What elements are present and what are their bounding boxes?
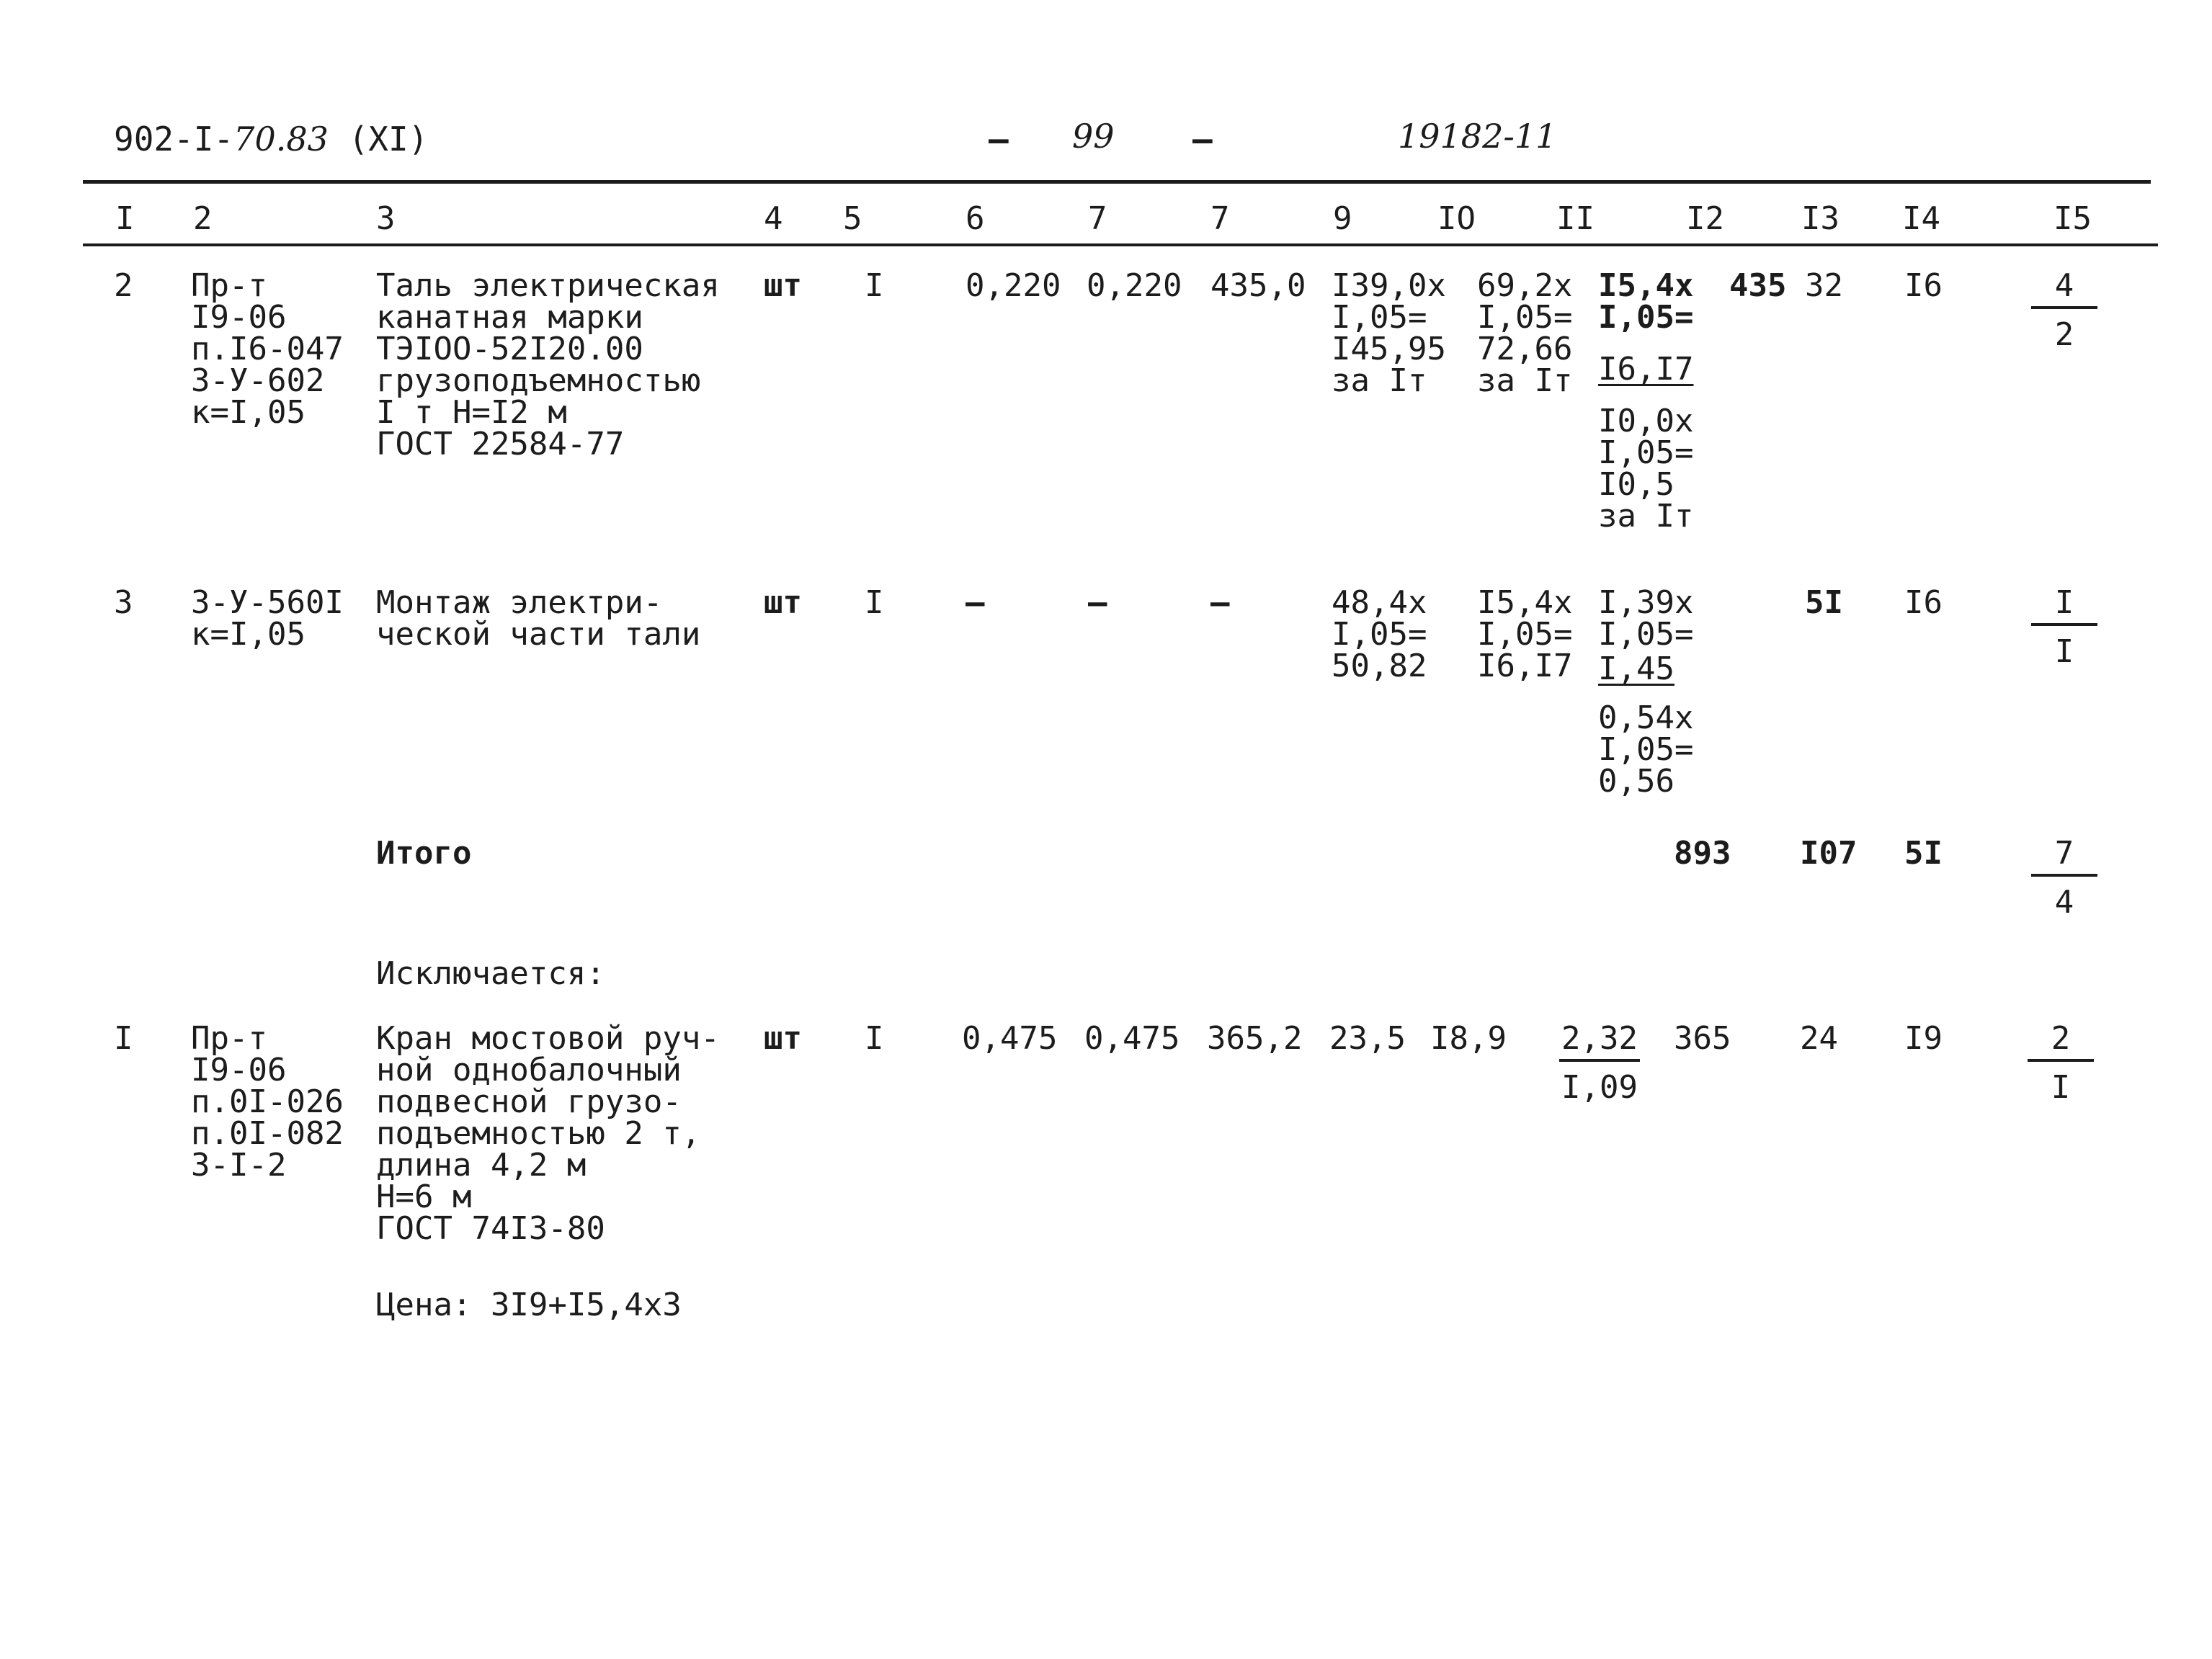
- row2-col15-fraction: [2028, 267, 2100, 353]
- total-col13: I07: [1800, 835, 1858, 872]
- row2-col14: I6: [1904, 267, 1943, 304]
- designation-suffix: (XI): [348, 120, 429, 158]
- row3-col11-bottom: 0,54х I,05= 0,56: [1598, 699, 1694, 800]
- col-header-7a: 7: [1088, 200, 1107, 237]
- header-dash-left: –: [989, 120, 1009, 158]
- row1-quantity: I: [865, 1020, 884, 1057]
- row1-col11-denominator: I,09: [1561, 1069, 1638, 1106]
- col-header-15: I5: [2053, 200, 2092, 237]
- row1-description: Кран мостовой руч- ной однобалочный подвесной грузо- подъемностью 2 т, длина 4,2 м Н=6 м ГОСТ 74I3-80: [376, 1020, 720, 1247]
- col-header-6: 6: [965, 200, 985, 237]
- designation-code: [114, 122, 428, 156]
- col-header-12: I2: [1686, 200, 1724, 237]
- row2-unit: шт: [764, 267, 802, 304]
- row3-col13: 5I: [1805, 584, 1843, 621]
- row2-col15-numerator: 4: [2054, 267, 2074, 304]
- row2-description: Таль электрическая канатная марки ТЭIОО-52I20.00 грузоподъемностью I т Н=I2 м ГОСТ 22584-77: [376, 267, 720, 462]
- document-number: 19182-11: [1398, 117, 1557, 156]
- row1-col15-bar: [2028, 1059, 2094, 1062]
- col-header-11: II: [1556, 200, 1595, 237]
- col-header-9: 9: [1333, 200, 1352, 237]
- row3-col11-underlined: I,45: [1598, 650, 1674, 687]
- header-bottom-rule: [83, 243, 2158, 246]
- row1-col10: I8,9: [1430, 1020, 1507, 1057]
- total-col15-fraction: [2028, 835, 2100, 921]
- col-header-3: 3: [376, 200, 396, 237]
- row1-number: I: [114, 1020, 133, 1057]
- col-header-2: 2: [193, 200, 213, 237]
- row3-col15-denominator: I: [2054, 633, 2074, 670]
- excluded-heading: Исключается:: [376, 955, 605, 992]
- total-col15-denominator: 4: [2054, 884, 2074, 921]
- col-header-7b: 7: [1210, 200, 1230, 237]
- total-col15-numerator: 7: [2054, 835, 2074, 872]
- row1-col14: I9: [1904, 1020, 1943, 1057]
- designation-printed: 902-I-: [114, 120, 234, 158]
- row2-col15-bar: [2031, 306, 2097, 309]
- row3-number: 3: [114, 584, 133, 621]
- row2-col11-underlined: I6,I7: [1598, 351, 1694, 388]
- row1-col7b: 365,2: [1207, 1020, 1303, 1057]
- row1-col9: 23,5: [1329, 1020, 1406, 1057]
- row2-col11-bottom: I0,0х I,05= I0,5 за Iт: [1598, 403, 1694, 535]
- row1-col7a: 0,475: [1084, 1020, 1180, 1057]
- col-header-4: 4: [764, 200, 783, 237]
- row1-col13: 24: [1800, 1020, 1838, 1057]
- col-header-5: 5: [843, 200, 862, 237]
- row3-unit: шт: [764, 584, 802, 621]
- header-dash-right: –: [1192, 120, 1213, 158]
- row2-code: Пр-т I9-06 п.I6-047 3-У-602 к=I,05: [191, 267, 344, 431]
- row2-col9: I39,0х I,05= I45,95 за Iт: [1332, 267, 1446, 399]
- row2-quantity: I: [865, 267, 884, 304]
- row1-col15-fraction: [2025, 1020, 2097, 1106]
- row1-unit: шт: [764, 1020, 802, 1057]
- row2-number: 2: [114, 267, 133, 304]
- row2-col15-denominator: 2: [2054, 316, 2074, 353]
- row1-code: Пр-т I9-06 п.0I-026 п.0I-082 3-I-2: [191, 1020, 344, 1184]
- row1-col12: 365: [1674, 1020, 1731, 1057]
- col-header-14: I4: [1902, 200, 1940, 237]
- total-col14: 5I: [1904, 835, 1943, 872]
- row3-col6: –: [965, 584, 985, 621]
- row3-col9: 48,4х I,05= 50,82: [1332, 584, 1427, 684]
- row2-col7a: 0,220: [1087, 267, 1182, 304]
- total-label: Итого: [376, 835, 472, 872]
- row3-quantity: I: [865, 584, 884, 621]
- row3-col10: I5,4х I,05= I6,I7: [1477, 584, 1573, 684]
- row3-description: Монтаж электри- ческой части тали: [376, 584, 701, 653]
- col-header-10: IO: [1437, 200, 1476, 237]
- col-header-1: I: [115, 200, 135, 237]
- row3-col15-fraction: [2028, 584, 2100, 670]
- row2-col13: 32: [1805, 267, 1843, 304]
- col-header-13: I3: [1801, 200, 1839, 237]
- row3-code: 3-У-560I к=I,05: [191, 584, 344, 653]
- row3-col11-top: I,39х I,05=: [1598, 584, 1694, 653]
- row2-col11-top: I5,4х I,05=: [1598, 267, 1694, 336]
- row2-col12: 435: [1729, 267, 1787, 304]
- row1-col11-bar: [1559, 1059, 1640, 1062]
- row3-col14: I6: [1904, 584, 1943, 621]
- designation-handwritten: 70.83: [233, 120, 329, 158]
- row1-col6: 0,475: [962, 1020, 1058, 1057]
- row1-col15-denominator: I: [2051, 1069, 2071, 1106]
- row3-col15-bar: [2031, 623, 2097, 626]
- row3-col7a: –: [1088, 584, 1107, 621]
- row3-col15-numerator: I: [2054, 584, 2074, 621]
- row2-col7b: 435,0: [1210, 267, 1306, 304]
- row1-col11-fraction: [1556, 1020, 1643, 1106]
- row2-col10: 69,2х I,05= 72,66 за Iт: [1477, 267, 1573, 399]
- total-col12: 893: [1674, 835, 1731, 872]
- table-top-rule: [83, 180, 2151, 184]
- row1-price: Цена: 3I9+I5,4х3: [376, 1287, 682, 1323]
- page-number: 99: [1072, 117, 1115, 156]
- total-col15-bar: [2031, 874, 2097, 877]
- row2-col6: 0,220: [965, 267, 1061, 304]
- row3-col7b: –: [1210, 584, 1230, 621]
- row1-col15-numerator: 2: [2051, 1020, 2071, 1057]
- row1-col11-numerator: 2,32: [1561, 1020, 1638, 1057]
